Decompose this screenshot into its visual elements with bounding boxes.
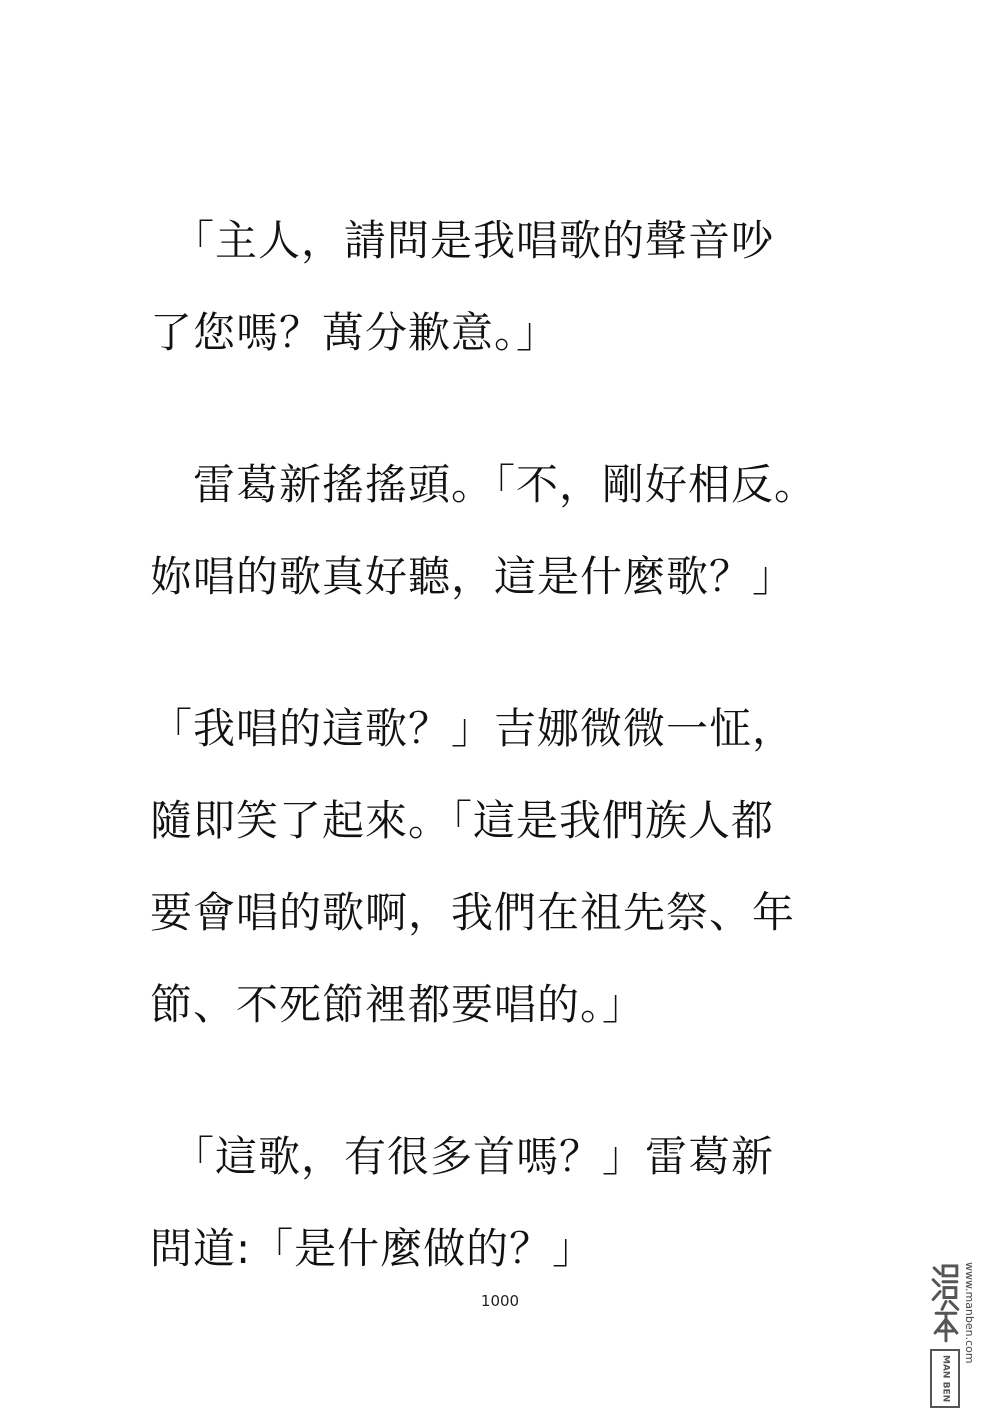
page-text bbox=[150, 195, 860, 1295]
text-line: 了您嗎？萬分歉意。」 bbox=[150, 308, 560, 357]
badge-text: MAN BEN bbox=[940, 1354, 951, 1402]
watermark-logo bbox=[930, 1262, 960, 1408]
text-line: 問道:「是什麼做的？」 bbox=[150, 1224, 596, 1273]
text-line: 雷葛新搖搖頭。「不，剛好相反。 bbox=[150, 460, 818, 509]
text-line: 「我唱的這歌？」吉娜微微一怔， bbox=[150, 704, 796, 753]
page-number: 1000 bbox=[480, 1292, 520, 1310]
paragraph-gap bbox=[150, 623, 860, 683]
watermark-badge bbox=[930, 1349, 960, 1408]
text-line: 節、不死節裡都要唱的。」 bbox=[150, 980, 646, 1029]
watermark-url: www.manben.com bbox=[963, 1262, 976, 1364]
brand-logo-icon bbox=[930, 1262, 960, 1345]
text-line: 妳唱的歌真好聽，這是什麼歌？」 bbox=[150, 552, 796, 601]
watermark bbox=[930, 1262, 992, 1408]
text-line: 「主人，請問是我唱歌的聲音吵 bbox=[150, 216, 775, 265]
text-line: 要會唱的歌啊，我們在祖先祭、年 bbox=[150, 888, 796, 937]
paragraph-gap bbox=[150, 1051, 860, 1111]
text-line: 「這歌，有很多首嗎？」雷葛新 bbox=[150, 1132, 775, 1181]
text-line: 隨即笑了起來。「這是我們族人都 bbox=[150, 796, 775, 845]
paragraph-gap bbox=[150, 379, 860, 439]
